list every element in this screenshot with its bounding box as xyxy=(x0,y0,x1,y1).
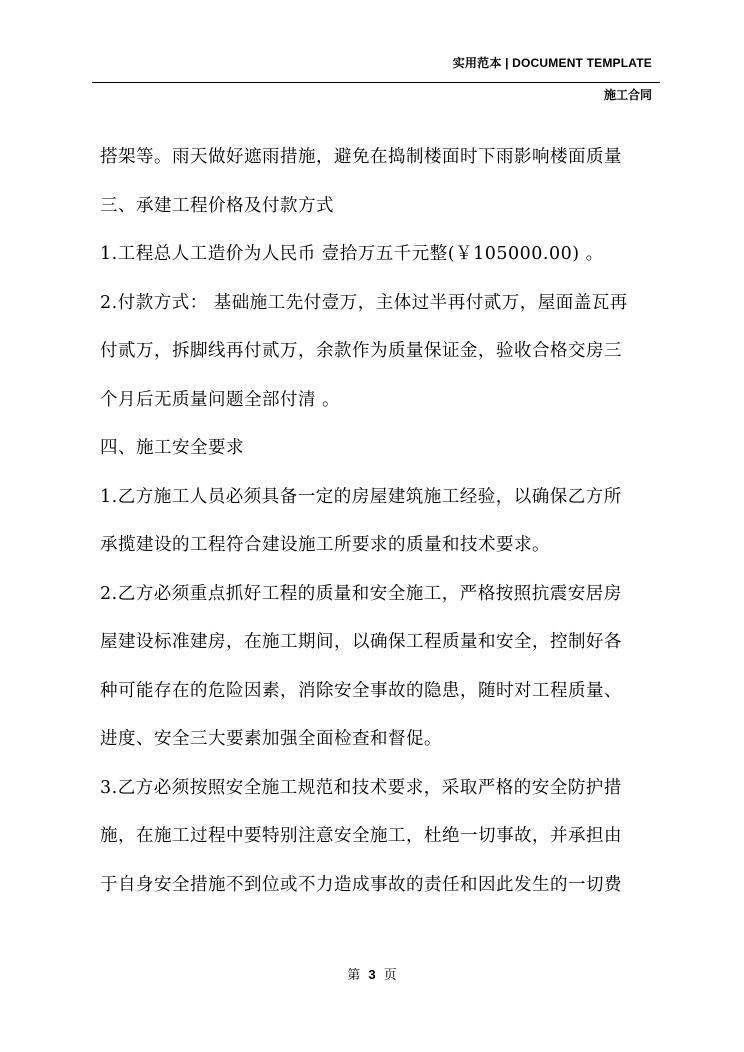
body-line: 3.乙方必须按照安全施工规范和技术要求，采取严格的安全防护措 xyxy=(100,777,622,798)
body-line: 1.乙方施工人员必须具备一定的房屋建筑施工经验，以确保乙方所 xyxy=(100,486,622,507)
document-body xyxy=(100,138,660,914)
section-heading: 四、施工安全要求 xyxy=(100,438,244,458)
body-line: 于自身安全措施不到位或不力造成事故的责任和因此发生的一切费 xyxy=(100,874,622,895)
body-line: 种可能存在的危险因素，消除安全事故的隐患，随时对工程质量、 xyxy=(100,680,622,701)
document-header-title: 实用范本 | DOCUMENT TEMPLATE xyxy=(452,56,652,70)
body-line: 屋建设标准建房，在施工期间，以确保工程质量和安全，控制好各 xyxy=(100,632,622,652)
body-line: 施，在施工过程中要特别注意安全施工，杜绝一切事故，并承担由 xyxy=(100,826,622,846)
page-number: 3 xyxy=(368,967,376,982)
body-line: 1.工程总人工造价为人民币 壹拾万五千元整(￥105000.00) 。 xyxy=(100,244,604,264)
body-line: 付贰万，拆脚线再付贰万，余款作为质量保证金，验收合格交房三 xyxy=(100,341,622,361)
body-line: 进度、安全三大要素加强全面检查和督促。 xyxy=(100,729,442,749)
body-line: 2.付款方式： 基础施工先付壹万，主体过半再付贰万，屋面盖瓦再 xyxy=(100,292,628,313)
page-footer xyxy=(0,964,744,983)
page-number-prefix: 第 xyxy=(347,968,361,983)
body-line: 搭架等。雨天做好遮雨措施，避免在捣制楼面时下雨影响楼面质量 xyxy=(100,147,622,167)
header-divider xyxy=(92,82,660,83)
body-line: 承揽建设的工程符合建设施工所要求的质量和技术要求。 xyxy=(100,535,550,555)
body-line: 2.乙方必须重点抓好工程的质量和安全施工，严格按照抗震安居房 xyxy=(100,583,622,604)
section-heading: 三、承建工程价格及付款方式 xyxy=(100,195,334,216)
document-header-subtitle: 施工合同 xyxy=(603,88,652,102)
body-line: 个月后无质量问题全部付清 。 xyxy=(100,389,341,410)
page-number-suffix: 页 xyxy=(383,968,397,983)
